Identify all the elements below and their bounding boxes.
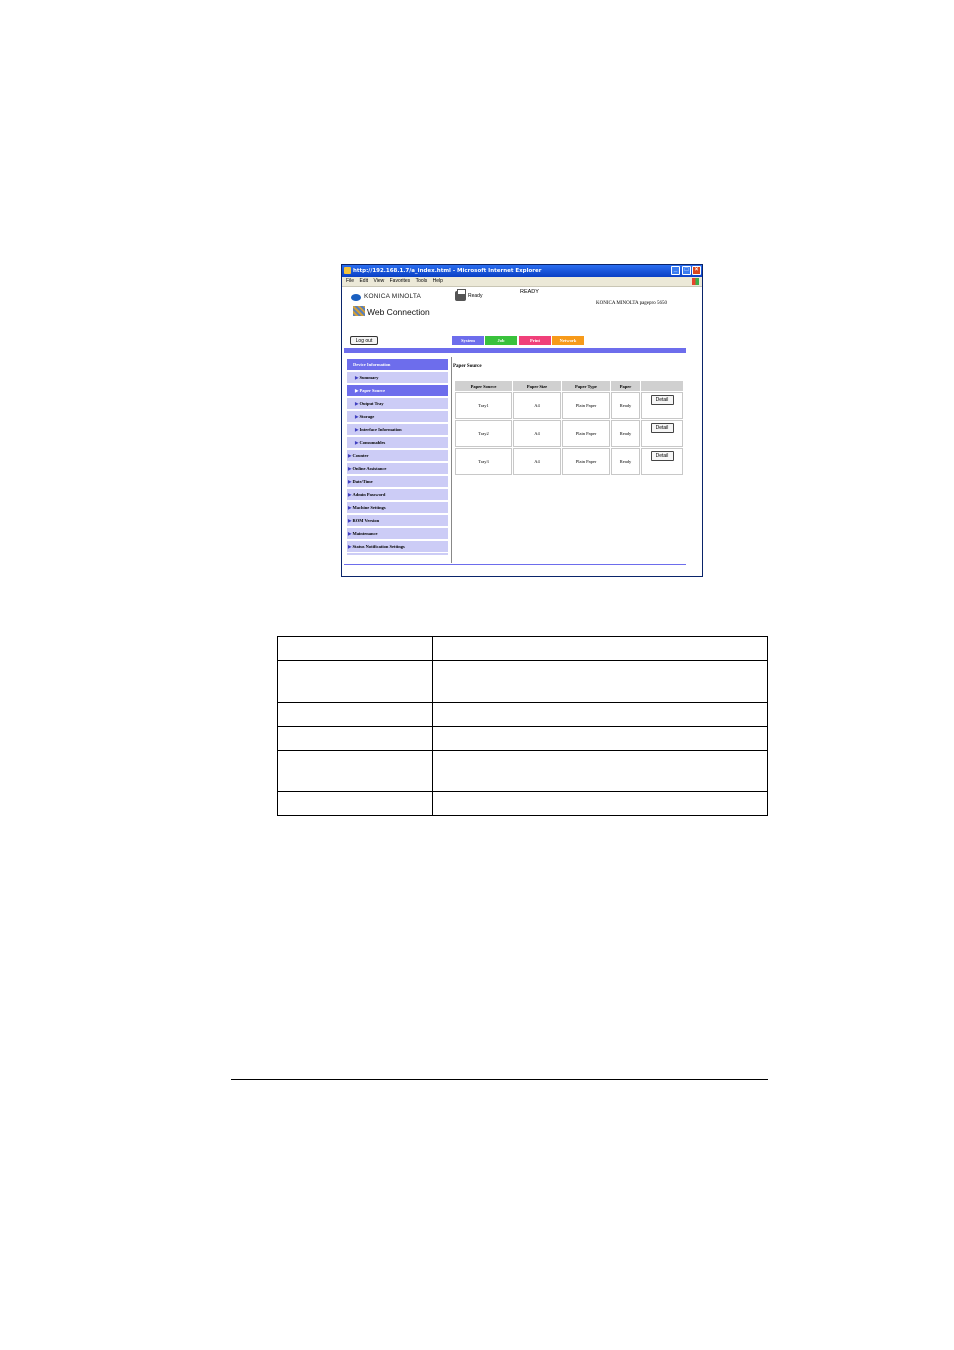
column-header: Paper (611, 381, 640, 391)
sidebar-item-label: Output Tray (359, 401, 384, 406)
sidebar-item-label: Admin Password (352, 492, 386, 497)
sidebar-item-label: Interface Information (359, 427, 402, 432)
menu-edit[interactable]: Edit (359, 278, 369, 284)
close-icon[interactable]: × (692, 266, 701, 275)
document-table (277, 636, 768, 816)
cell-action (641, 448, 683, 475)
cell-size: A4 (513, 420, 561, 447)
table-row (455, 448, 683, 475)
table-row (278, 751, 768, 792)
table-row (455, 392, 683, 419)
arrow-right-icon: ▶ (348, 544, 352, 549)
table-row (278, 703, 768, 727)
menu-bar (342, 277, 702, 287)
product-name: Web Connection (367, 307, 430, 317)
printer-model: KONICA MINOLTA pagepro 5650 (596, 301, 667, 306)
printer-status-short: Ready (468, 293, 483, 299)
table-cell (433, 792, 768, 816)
logout-button[interactable]: Log out (350, 336, 378, 345)
window-title: http://192.168.1.7/a_index.html - Microsoft Internet Explorer (353, 268, 542, 274)
header-divider (344, 348, 686, 353)
arrow-right-icon: ▶ (348, 479, 352, 484)
konica-minolta-logo-icon (351, 294, 361, 301)
sidebar-item-label: Paper Source (359, 388, 386, 393)
arrow-right-icon: ▶ (355, 414, 359, 419)
pagescope-logo-icon (353, 306, 365, 316)
sidebar-item-machine-settings[interactable] (347, 502, 448, 513)
arrow-right-icon: ▶ (355, 388, 359, 393)
sidebar-item-label: Consumables (359, 440, 386, 445)
arrow-right-icon: ▶ (355, 375, 359, 380)
cell-action (641, 392, 683, 419)
sidebar-item-label: Counter (352, 453, 369, 458)
sidebar-nav (347, 359, 448, 554)
table-cell (278, 751, 433, 792)
cell-type: Plain Paper (562, 420, 610, 447)
page-title: Paper Source (453, 364, 482, 369)
menu-view[interactable]: View (373, 278, 385, 284)
table-row (278, 637, 768, 661)
sidebar-item-consumables[interactable] (347, 437, 448, 448)
column-header: Paper Type (562, 381, 610, 391)
sidebar-item-interface-information[interactable] (347, 424, 448, 435)
cell-type: Plain Paper (562, 392, 610, 419)
sidebar-item-maintenance[interactable] (347, 528, 448, 539)
sidebar-item-admin-password[interactable] (347, 489, 448, 500)
cell-source: Tray3 (455, 448, 512, 475)
cell-paper: Ready (611, 448, 640, 475)
maximize-icon[interactable]: □ (682, 266, 691, 275)
page-footer-rule (231, 1079, 768, 1080)
menu-help[interactable]: Help (432, 278, 443, 284)
cell-paper: Ready (611, 420, 640, 447)
sidebar-item-paper-source[interactable] (347, 385, 448, 396)
title-bar (342, 265, 702, 277)
table-row (455, 420, 683, 447)
column-header: Paper Size (513, 381, 561, 391)
paper-source-table (454, 380, 684, 476)
tab-print[interactable]: Print (519, 336, 551, 345)
cell-action (641, 420, 683, 447)
arrow-right-icon: ▶ (348, 492, 352, 497)
sidebar-item-label: Online Assistance (352, 466, 387, 471)
sidebar-item-label: Machine Settings (352, 505, 386, 510)
table-cell (278, 637, 433, 661)
sidebar-item-status-notification-settings[interactable] (347, 541, 448, 552)
sidebar-item-label: ROM Version (352, 518, 380, 523)
tab-job[interactable]: Job (485, 336, 517, 345)
table-row (278, 792, 768, 816)
table-cell (278, 727, 433, 751)
table-row (278, 661, 768, 703)
cell-type: Plain Paper (562, 448, 610, 475)
table-cell (278, 792, 433, 816)
sidebar-item-rom-version[interactable] (347, 515, 448, 526)
sidebar-item-label: Storage (359, 414, 375, 419)
sidebar-item-label: Summary (359, 375, 379, 380)
arrow-right-icon: ▶ (355, 401, 359, 406)
minimize-icon[interactable]: _ (671, 266, 680, 275)
printer-icon (455, 291, 466, 301)
table-cell (433, 661, 768, 703)
menu-file[interactable]: File (346, 278, 355, 284)
browser-window (341, 264, 703, 577)
printer-status: READY (520, 289, 539, 295)
cell-size: A4 (513, 392, 561, 419)
table-row (278, 727, 768, 751)
windows-logo-icon (692, 278, 699, 285)
table-cell (278, 703, 433, 727)
cell-source: Tray2 (455, 420, 512, 447)
menu-tools[interactable]: Tools (415, 278, 428, 284)
ie-icon (344, 267, 351, 274)
table-cell (433, 727, 768, 751)
sidebar-item-device-information[interactable]: Device Information (347, 359, 448, 370)
detail-button[interactable]: Detail (651, 395, 674, 405)
detail-button[interactable]: Detail (651, 423, 674, 433)
cell-source: Tray1 (455, 392, 512, 419)
detail-button[interactable]: Detail (651, 451, 674, 461)
brand-name: KONICA MINOLTA (364, 293, 422, 300)
arrow-right-icon: ▶ (348, 518, 352, 523)
tab-system[interactable]: System (452, 336, 484, 345)
column-header: Paper Source (455, 381, 512, 391)
sidebar-divider (451, 357, 452, 563)
sidebar-item-summary[interactable] (347, 372, 448, 383)
sidebar-item-output-tray[interactable] (347, 398, 448, 409)
arrow-right-icon: ▶ (348, 505, 352, 510)
cell-paper: Ready (611, 392, 640, 419)
sidebar-item-label: Status Notification Settings (352, 544, 405, 549)
sidebar-item-label: Maintenance (352, 531, 378, 536)
table-cell (433, 703, 768, 727)
sidebar-end-bar (347, 553, 448, 555)
column-header (641, 381, 683, 391)
cell-size: A4 (513, 448, 561, 475)
sidebar-item-online-assistance[interactable] (347, 463, 448, 474)
table-cell (278, 661, 433, 703)
sidebar-item-label: Date/Time (352, 479, 373, 484)
page-content (342, 287, 702, 577)
arrow-right-icon: ▶ (348, 531, 352, 536)
menu-favorites[interactable]: Favorites (389, 278, 411, 284)
arrow-right-icon: ▶ (348, 453, 352, 458)
arrow-right-icon: ▶ (355, 440, 359, 445)
table-cell (433, 751, 768, 792)
sidebar-item-storage[interactable] (347, 411, 448, 422)
table-cell (433, 637, 768, 661)
arrow-right-icon: ▶ (348, 466, 352, 471)
sidebar-item-date-time[interactable] (347, 476, 448, 487)
footer-divider (344, 564, 686, 565)
tab-network[interactable]: Network (552, 336, 584, 345)
arrow-right-icon: ▶ (355, 427, 359, 432)
sidebar-item-counter[interactable] (347, 450, 448, 461)
